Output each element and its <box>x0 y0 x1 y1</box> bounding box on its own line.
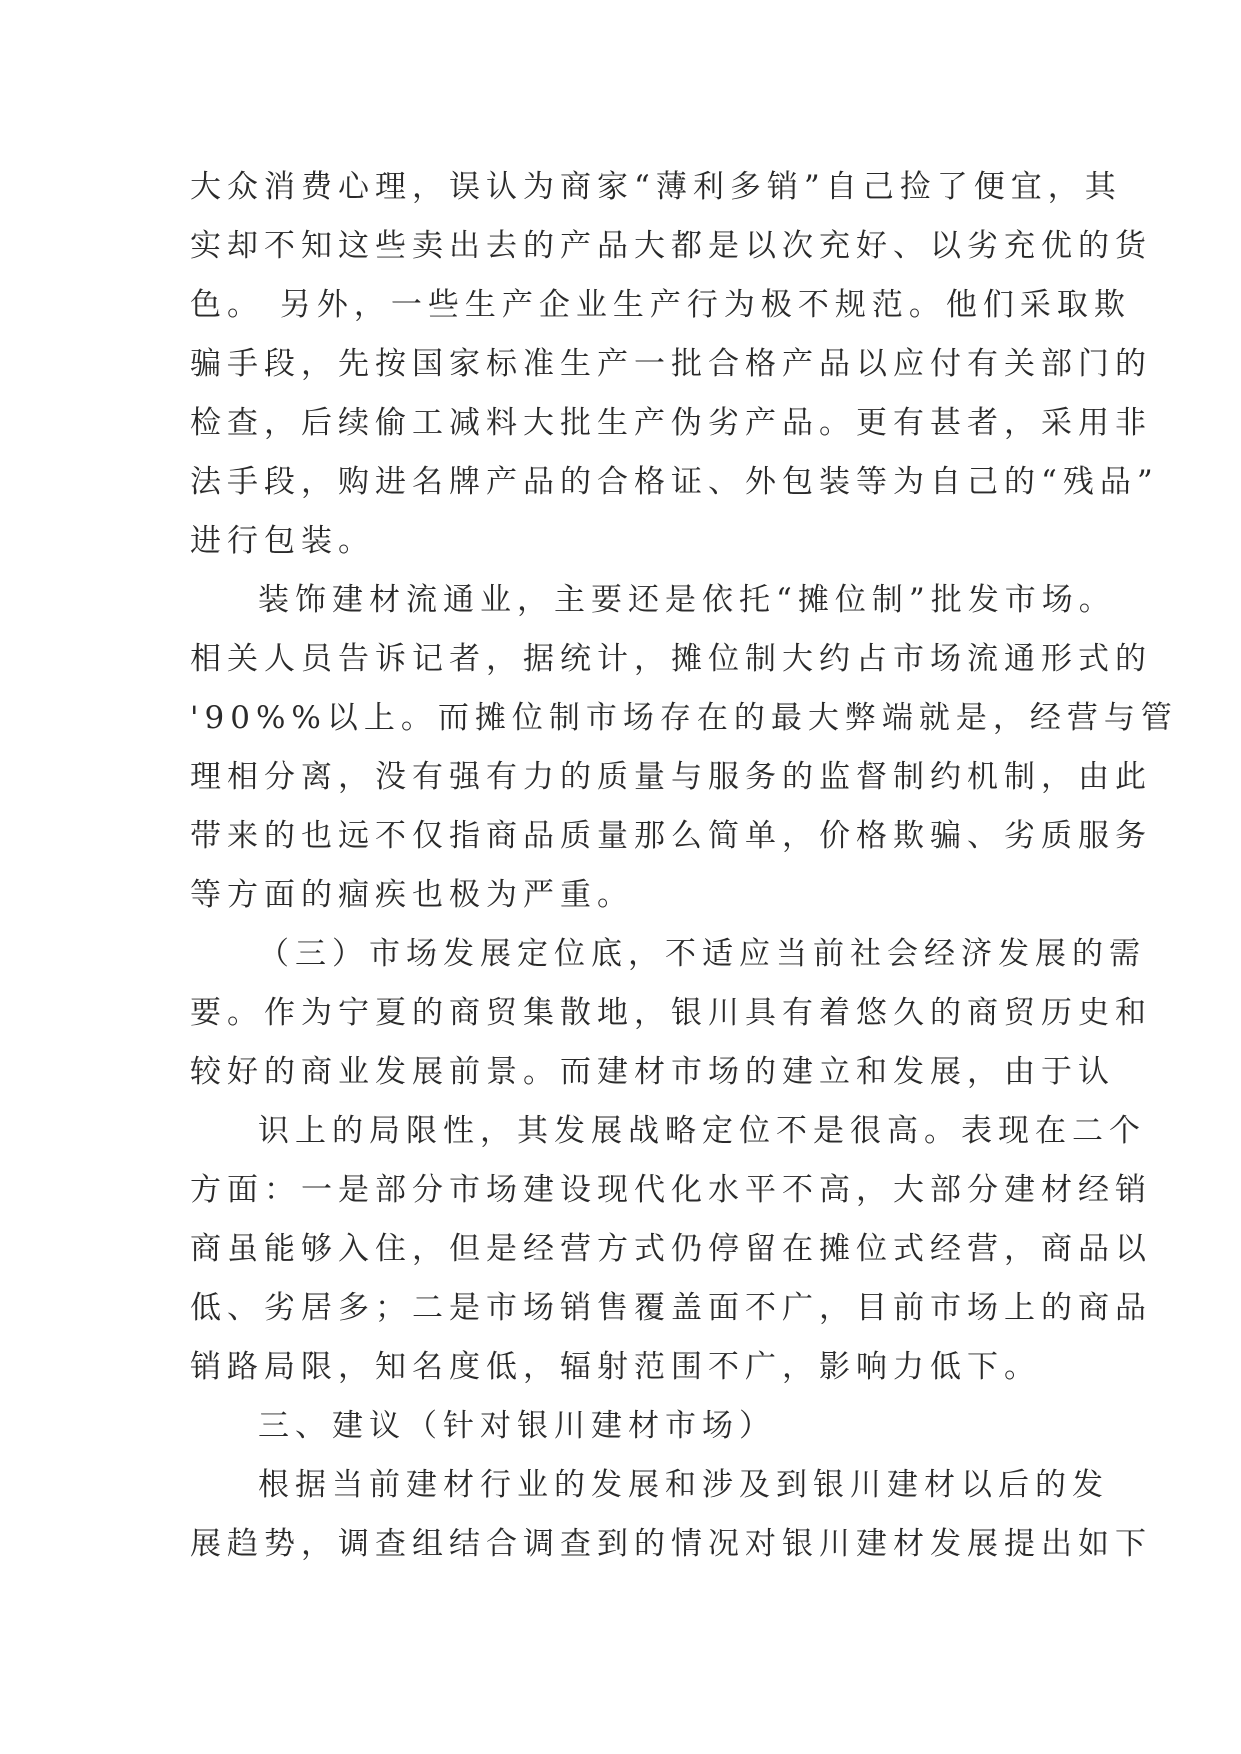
text-line: 展趋势，调查组结合调查到的情况对银川建材发展提出如下 <box>190 1526 1152 1562</box>
text-line: 实却不知这些卖出去的产品大都是以次充好、以劣充优的货 <box>190 228 1152 264</box>
text-line: 要。作为宁夏的商贸集散地，银川具有着悠久的商贸历史和 <box>190 995 1152 1031</box>
text-line: 识上的局限性，其发展战略定位不是很高。表现在二个 <box>258 1113 1146 1149</box>
text-line: 装饰建材流通业，主要还是依托“摊位制”批发市场。 <box>258 582 1116 618</box>
text-line: 骗手段，先按国家标准生产一批合格产品以应付有关部门的 <box>190 346 1152 382</box>
text-line: 法手段，购进名牌产品的合格证、外包装等为自己的“残品” <box>190 464 1159 500</box>
text-line: 根据当前建材行业的发展和涉及到银川建材以后的发 <box>258 1467 1109 1503</box>
body-text <box>190 158 1178 1574</box>
text-line: 进行包装。 <box>190 523 375 559</box>
text-line: 检查，后续偷工减料大批生产伪劣产品。更有甚者，采用非 <box>190 405 1152 441</box>
text-line: 低、劣居多；二是市场销售覆盖面不广，目前市场上的商品 <box>190 1290 1152 1326</box>
text-line: '90%%以上。而摊位制市场存在的最大弊端就是，经营与管 <box>190 700 1178 736</box>
text-line: 方面：一是部分市场建设现代化水平不高，大部分建材经销 <box>190 1172 1152 1208</box>
text-line: 理相分离，没有强有力的质量与服务的监督制约机制，由此 <box>190 759 1152 795</box>
text-line: 色。 另外，一些生产企业生产行为极不规范。他们采取欺 <box>190 287 1131 323</box>
text-line: 销路局限，知名度低，辐射范围不广，影响力低下。 <box>190 1349 1041 1385</box>
text-line: 三、建议（针对银川建材市场） <box>258 1408 776 1444</box>
text-line: 较好的商业发展前景。而建材市场的建立和发展，由于认 <box>190 1054 1115 1090</box>
text-line: （三）市场发展定位底，不适应当前社会经济发展的需 <box>258 936 1146 972</box>
text-line: 相关人员告诉记者，据统计，摊位制大约占市场流通形式的 <box>190 641 1152 677</box>
text-line: 带来的也远不仅指商品质量那么简单，价格欺骗、劣质服务 <box>190 818 1152 854</box>
text-line: 商虽能够入住，但是经营方式仍停留在摊位式经营，商品以 <box>190 1231 1152 1267</box>
text-line: 大众消费心理，误认为商家“薄利多销”自己捡了便宜，其 <box>190 169 1122 205</box>
text-line: 等方面的痼疾也极为严重。 <box>190 877 634 913</box>
